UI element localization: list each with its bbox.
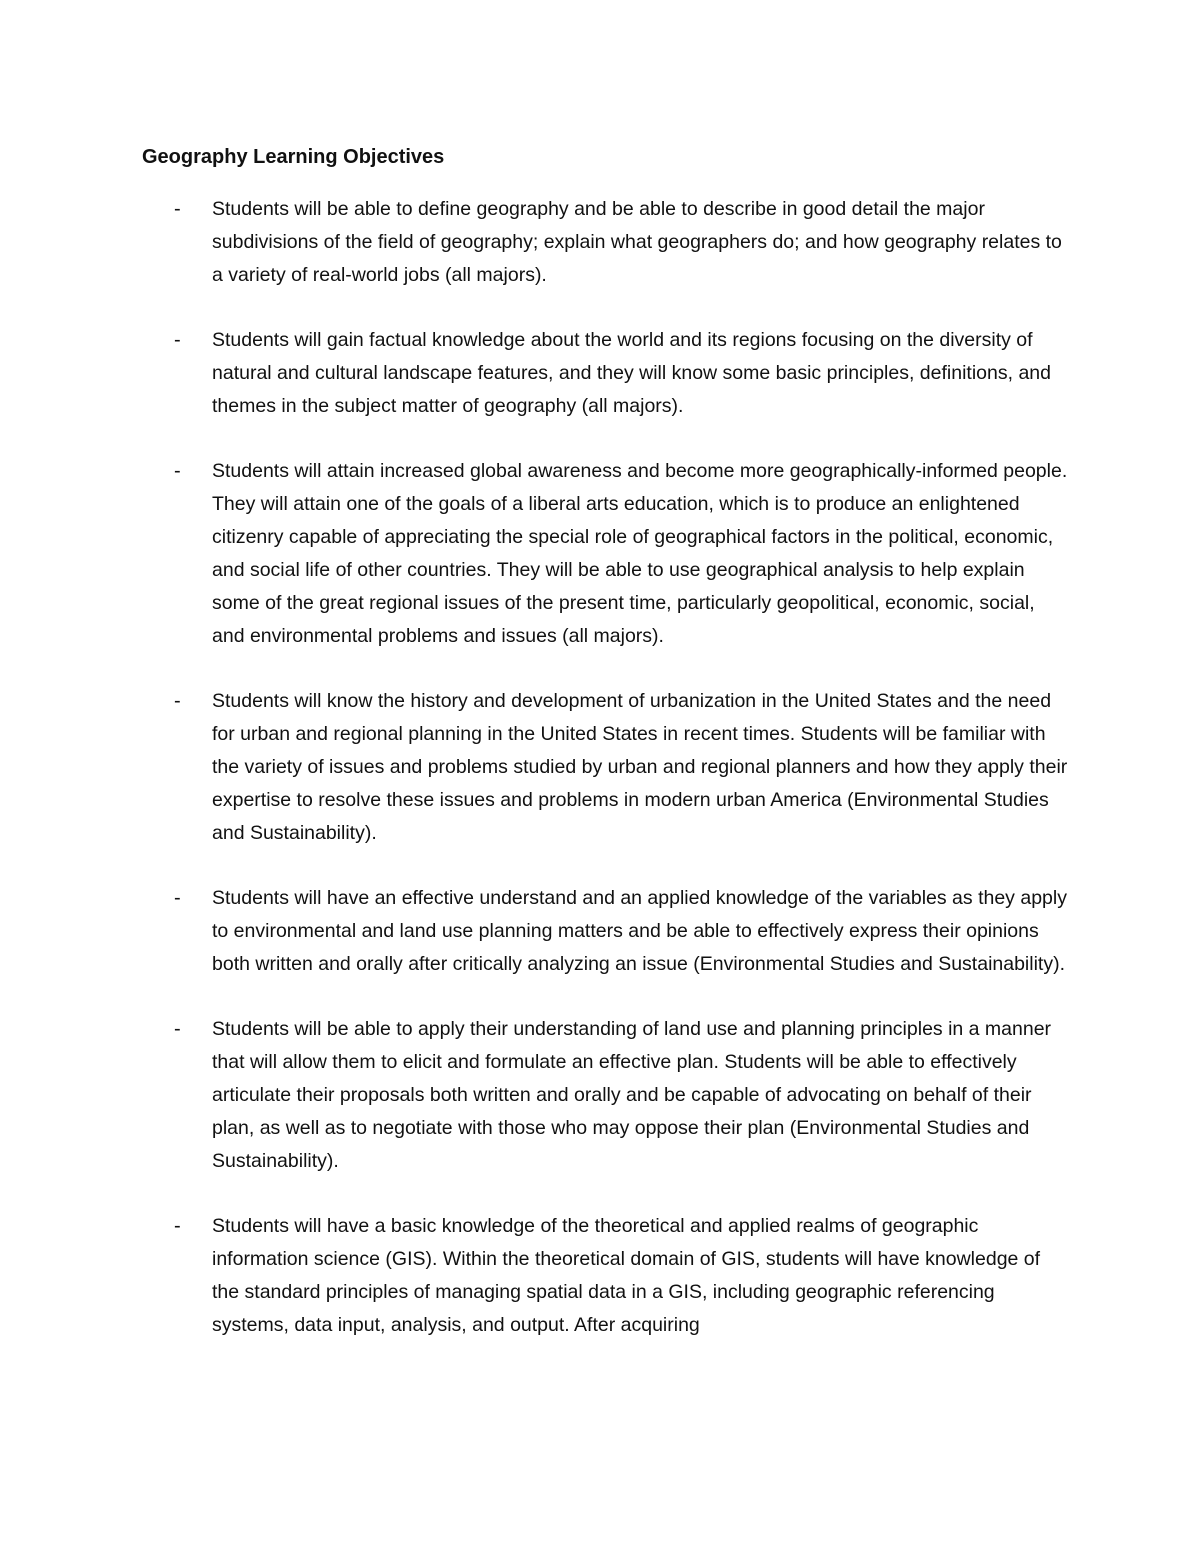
list-item bbox=[0, 193, 1200, 292]
bullet-dash: - bbox=[174, 329, 181, 351]
list-item bbox=[0, 882, 1200, 981]
objective-text: Students will have a basic knowledge of the theoretical and applied realms of geographic information science (GIS). Within the theoretical domain of GIS, students will have knowledge of the standard principles of managing spatial data in a GIS, including geographic referencing systems, data input, analysis, and output. After acquiring bbox=[212, 1215, 1041, 1336]
objectives-list bbox=[0, 193, 1200, 1374]
objective-text: Students will be able to define geography and be able to describe in good detail the major subdivisions of the field of geography; explain what geographers do; and how geography relates to a variety of real-world jobs (all majors). bbox=[212, 198, 1062, 286]
objective-text: Students will be able to apply their understanding of land use and planning principles in a manner that will allow them to elicit and formulate an effective plan. Students will be able to effectively articulate their proposals both written and orally and be capable of advocating on behalf of their plan, as well as to negotiate with those who may oppose their plan (Environmental Studies and Sustainability). bbox=[212, 1018, 1052, 1172]
list-item bbox=[0, 1013, 1200, 1178]
bullet-dash: - bbox=[174, 1018, 181, 1040]
objective-text: Students will know the history and development of urbanization in the United States and the need for urban and regional planning in the United States in recent times. Students will be familiar with the variety of issues and problems studied by urban and regional planners and how they apply their expertise to resolve these issues and problems in modern urban America (Environmental Studies and Sustainability). bbox=[212, 690, 1068, 844]
objective-text: Students will attain increased global awareness and become more geographically-informed people. They will attain one of the goals of a liberal arts education, which is to produce an enlightened citizenry capable of appreciating the special role of geographical factors in the political, economic, and social life of other countries. They will be able to use geographical analysis to help explain some of the great regional issues of the present time, particularly geopolitical, economic, social, and environmental problems and issues (all majors). bbox=[212, 460, 1068, 647]
page-title: Geography Learning Objectives bbox=[142, 146, 445, 168]
list-item bbox=[0, 455, 1200, 653]
list-item bbox=[0, 1210, 1200, 1342]
bullet-dash: - bbox=[174, 887, 181, 909]
objective-text: Students will have an effective understand and an applied knowledge of the variables as they apply to environmental and land use planning matters and be able to effectively express their opinions both written and orally after critically analyzing an issue (Environmental Studies and Sustainability). bbox=[212, 887, 1067, 975]
bullet-dash: - bbox=[174, 690, 181, 712]
bullet-dash: - bbox=[174, 1215, 181, 1237]
bullet-dash: - bbox=[174, 198, 181, 220]
list-item bbox=[0, 324, 1200, 423]
bullet-dash: - bbox=[174, 460, 181, 482]
list-item bbox=[0, 685, 1200, 850]
objective-text: Students will gain factual knowledge about the world and its regions focusing on the diversity of natural and cultural landscape features, and they will know some basic principles, definitions, and themes in the subject matter of geography (all majors). bbox=[212, 329, 1051, 417]
